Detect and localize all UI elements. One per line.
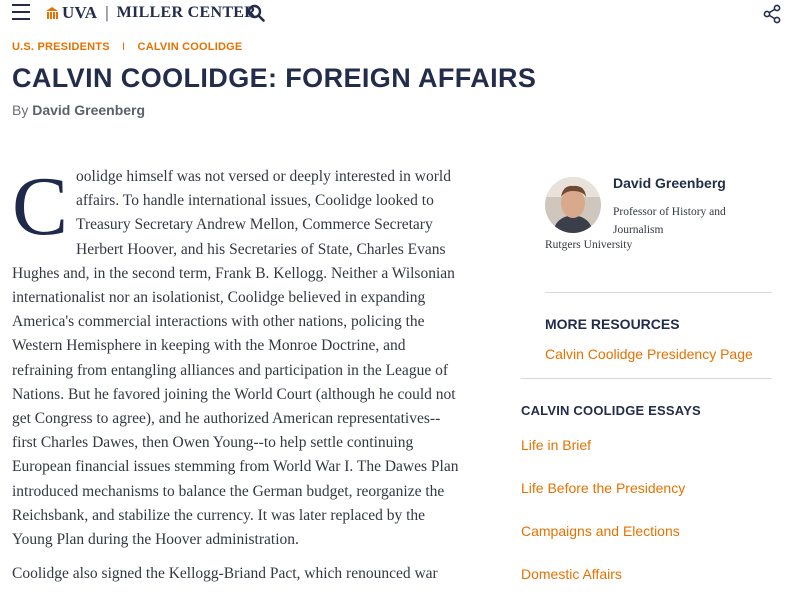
uva-rotunda-icon bbox=[46, 7, 59, 19]
sidebar-divider bbox=[521, 378, 772, 379]
byline-author[interactable]: David Greenberg bbox=[32, 102, 146, 118]
article-body bbox=[12, 160, 460, 602]
essay-link-domestic-affairs[interactable]: Domestic Affairs bbox=[521, 566, 622, 582]
site-header bbox=[0, 0, 792, 30]
logo-miller-center-text: MILLER CENTER bbox=[116, 4, 257, 21]
breadcrumb bbox=[12, 41, 242, 53]
site-logo[interactable] bbox=[46, 3, 256, 23]
menu-icon[interactable] bbox=[12, 4, 30, 20]
drop-cap: C bbox=[12, 160, 69, 253]
breadcrumb-us-presidents[interactable]: U.S. PRESIDENTS bbox=[12, 41, 110, 53]
essay-link-life-in-brief[interactable]: Life in Brief bbox=[521, 437, 592, 453]
essay-link-campaigns-elections[interactable]: Campaigns and Elections bbox=[521, 523, 680, 539]
logo-uva-text: UVA bbox=[62, 3, 98, 22]
author-card-title: Professor of History and Journalism bbox=[613, 206, 726, 236]
breadcrumb-calvin-coolidge[interactable]: CALVIN COOLIDGE bbox=[137, 41, 243, 53]
more-resources-heading: MORE RESOURCES bbox=[545, 316, 680, 332]
search-icon[interactable] bbox=[247, 4, 265, 22]
breadcrumb-separator: I bbox=[122, 41, 126, 53]
article-paragraph-2: Coolidge also signed the Kellogg-Briand Pact, which renounced war bbox=[12, 565, 438, 583]
author-avatar bbox=[545, 177, 601, 233]
essays-heading: CALVIN COOLIDGE ESSAYS bbox=[521, 403, 701, 418]
essay-link-life-before-presidency[interactable]: Life Before the Presidency bbox=[521, 480, 686, 496]
byline bbox=[12, 102, 145, 118]
author-card-organization: Rutgers University bbox=[545, 239, 633, 251]
logo-separator: | bbox=[105, 3, 109, 22]
paragraph-1-text: oolidge himself was not versed or deeply interested in world affairs. To handle international issues, Coolidge looked to Treasury Secretary Andrew Mellon, Commerce Secretary Herbert Hoover, and his Secretaries of State, Charles Evans Hughes and, in the second term, Frank B. Kellogg. Neither a Wilsonian internationalist nor an isolationist, Coolidge believed in expanding America's commercial interactions with other nations, policing the Western Hemisphere in keeping with the Monroe Doctrine, and refraining from entangling alliances and participation in the League of Nations. But he favored joining the World Court (although he could not get Congress to agree), and he authorized American representatives--first Charles Dawes, then Owen Young--to help settle continuing European financial issues stemming from World War I. The Dawes Plan introduced mechanisms to balance the German budget, reorganize the Reichsbank, and stabilize the currency. It was later replaced by the Young Plan during the Hoover administration. bbox=[12, 168, 459, 549]
article-paragraph-1 bbox=[12, 160, 460, 552]
share-icon[interactable] bbox=[762, 4, 782, 24]
byline-prefix: By bbox=[12, 102, 29, 118]
sidebar-divider bbox=[545, 292, 772, 293]
presidency-page-link[interactable]: Calvin Coolidge Presidency Page bbox=[545, 346, 753, 362]
author-card-name[interactable]: David Greenberg bbox=[613, 175, 726, 191]
page-title: CALVIN COOLIDGE: FOREIGN AFFAIRS bbox=[12, 63, 537, 93]
